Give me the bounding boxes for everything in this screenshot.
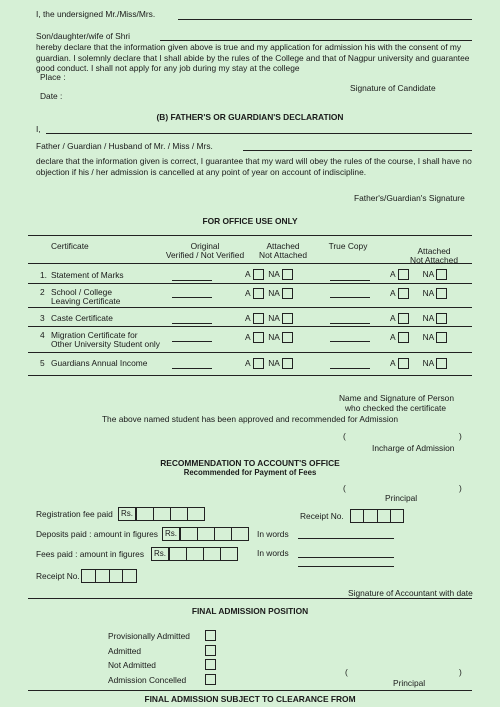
col-attached-1: Attached bbox=[266, 241, 300, 251]
receipt-no-field-2[interactable] bbox=[81, 569, 137, 583]
true-copy-not-attached-checkbox[interactable] bbox=[436, 269, 447, 280]
not-admitted-checkbox[interactable] bbox=[205, 659, 216, 670]
row-rule bbox=[28, 283, 472, 284]
true-copy-attached-checkbox[interactable] bbox=[398, 313, 409, 324]
accounts-subheading: Recommended for Payment of Fees bbox=[183, 468, 317, 477]
checker-label-1: Name and Signature of Person bbox=[339, 393, 454, 403]
table-top-rule bbox=[28, 235, 472, 236]
guardian-signature-label: Father's/Guardian's Signature bbox=[354, 193, 465, 203]
not-attached-checkbox[interactable] bbox=[282, 288, 293, 299]
option-admission-concelled: Admission Concelled bbox=[108, 675, 187, 685]
not-attached-checkbox[interactable] bbox=[282, 269, 293, 280]
col-not-attached-2: Not Attached bbox=[410, 255, 458, 265]
deposits-amount-field[interactable]: Rs. bbox=[162, 527, 249, 541]
true-copy-attached-checkbox[interactable] bbox=[398, 332, 409, 343]
true-copy-not-attached-checkbox[interactable] bbox=[436, 288, 447, 299]
footer-heading: FINAL ADMISSION SUBJECT TO CLEARANCE FROM bbox=[144, 694, 356, 704]
true-copy-line[interactable] bbox=[330, 280, 370, 281]
deposits-in-words-label: In words bbox=[257, 529, 289, 539]
true-copy-line[interactable] bbox=[330, 323, 370, 324]
true-copy-line[interactable] bbox=[330, 368, 370, 369]
true-copy-not-attached-checkbox[interactable] bbox=[436, 313, 447, 324]
receipt-no-label: Receipt No. bbox=[300, 511, 344, 521]
guardian-heading: (B) FATHER'S OR GUARDIAN'S DECLARATION bbox=[156, 112, 344, 122]
final-heading: FINAL ADMISSION POSITION bbox=[191, 606, 309, 616]
final-open-paren: ( bbox=[345, 667, 348, 677]
original-verified-line[interactable] bbox=[172, 297, 212, 298]
candidate-signature-label: Signature of Candidate bbox=[350, 83, 436, 93]
true-copy-attached-checkbox[interactable] bbox=[398, 288, 409, 299]
undersigned-label: I, the undersigned Mr./Miss/Mrs. bbox=[36, 9, 156, 19]
registration-fee-field[interactable]: Rs. bbox=[118, 507, 205, 521]
receipt-no-label-2: Receipt No. bbox=[36, 571, 80, 581]
final-principal-label: Principal bbox=[393, 678, 426, 688]
original-verified-line[interactable] bbox=[172, 341, 212, 342]
principal-open-paren: ( bbox=[343, 483, 346, 493]
guardian-ward-line[interactable] bbox=[243, 150, 472, 151]
row-rule bbox=[28, 326, 472, 327]
true-copy-line[interactable] bbox=[330, 341, 370, 342]
date-label: Date : bbox=[40, 91, 63, 101]
true-copy-attached-checkbox[interactable] bbox=[398, 269, 409, 280]
deposits-in-words-line[interactable] bbox=[298, 538, 394, 539]
row-rule bbox=[28, 352, 472, 353]
guardian-declaration-text: declare that the information given is correct, I guarantee that my ward will obey the rules of the course, I shall have no objection if his / her admission is cancelled at any point of year on account of indiscipline. bbox=[36, 156, 472, 177]
col-original: Original bbox=[190, 241, 220, 251]
candidate-declaration-text: hereby declare that the information given above is true and my application for admission his with the consent of my guardian. I solemnly declare that I shall abide by the rules of the College and that of Nagpur university and guarantee good conduct. I shall not apply for any job during my stay at the college bbox=[36, 42, 470, 73]
fees-label: Fees paid : amount in figures bbox=[36, 549, 145, 559]
col-certificate: Certificate bbox=[51, 241, 89, 251]
incharge-open-paren: ( bbox=[343, 431, 346, 441]
relation-name-line[interactable] bbox=[160, 40, 472, 41]
attached-checkbox[interactable] bbox=[253, 269, 264, 280]
principal-close-paren: ) bbox=[459, 483, 462, 493]
accounts-heading: RECOMMENDATION TO ACCOUNT'S OFFICE bbox=[160, 458, 340, 468]
accountant-signature-label: Signature of Accountant with date bbox=[348, 588, 473, 598]
col-true-copy: True Copy bbox=[328, 241, 368, 251]
deposits-label: Deposits paid : amount in figures bbox=[36, 529, 158, 539]
true-copy-not-attached-checkbox[interactable] bbox=[436, 358, 447, 369]
not-attached-checkbox[interactable] bbox=[282, 313, 293, 324]
accounts-bottom-rule bbox=[28, 598, 472, 599]
col-not-attached-1: Not Attached bbox=[259, 250, 307, 260]
fees-in-words-line[interactable] bbox=[298, 557, 394, 558]
attached-checkbox[interactable] bbox=[253, 288, 264, 299]
fees-in-words-line-2[interactable] bbox=[298, 566, 394, 567]
option-provisionally-admitted: Provisionally Admitted bbox=[108, 631, 190, 641]
guardian-relation-label: Father / Guardian / Husband of Mr. / Miss / Mrs. bbox=[36, 141, 213, 151]
true-copy-not-attached-checkbox[interactable] bbox=[436, 332, 447, 343]
table-header-rule bbox=[28, 263, 472, 264]
option-admitted: Admitted bbox=[108, 646, 142, 656]
table-bottom-rule bbox=[28, 375, 472, 376]
original-verified-line[interactable] bbox=[172, 280, 212, 281]
attached-checkbox[interactable] bbox=[253, 358, 264, 369]
incharge-label: Incharge of Admission bbox=[372, 443, 455, 453]
original-verified-line[interactable] bbox=[172, 368, 212, 369]
relation-label: Son/daughter/wife of Shri bbox=[36, 31, 131, 41]
col-verified: Verified / Not Verified bbox=[165, 250, 245, 260]
principal-label: Principal bbox=[385, 493, 418, 503]
checker-label-2: who checked the certificate bbox=[345, 403, 447, 413]
registration-fee-label: Registration fee paid bbox=[36, 509, 113, 519]
row-rule bbox=[28, 307, 472, 308]
guardian-i-label: I, bbox=[36, 124, 41, 134]
fees-in-words-label: In words bbox=[257, 548, 289, 558]
admission-concelled-checkbox[interactable] bbox=[205, 674, 216, 685]
final-close-paren: ) bbox=[459, 667, 462, 677]
not-attached-checkbox[interactable] bbox=[282, 358, 293, 369]
not-attached-checkbox[interactable] bbox=[282, 332, 293, 343]
fees-amount-field[interactable]: Rs. bbox=[151, 547, 238, 561]
option-not-admitted: Not Admitted bbox=[108, 660, 156, 670]
attached-checkbox[interactable] bbox=[253, 332, 264, 343]
footer-rule bbox=[28, 690, 472, 691]
approved-text: The above named student has been approved and recommended for Admission bbox=[101, 414, 399, 424]
incharge-close-paren: ) bbox=[459, 431, 462, 441]
receipt-no-field[interactable] bbox=[350, 509, 404, 523]
office-use-heading: FOR OFFICE USE ONLY bbox=[202, 216, 298, 226]
attached-checkbox[interactable] bbox=[253, 313, 264, 324]
guardian-name-line[interactable] bbox=[46, 133, 472, 134]
admitted-checkbox[interactable] bbox=[205, 645, 216, 656]
place-label: Place : bbox=[40, 72, 66, 82]
true-copy-attached-checkbox[interactable] bbox=[398, 358, 409, 369]
col-attached-2: Attached bbox=[417, 246, 451, 256]
true-copy-line[interactable] bbox=[330, 297, 370, 298]
provisionally-admitted-checkbox[interactable] bbox=[205, 630, 216, 641]
original-verified-line[interactable] bbox=[172, 323, 212, 324]
candidate-name-line[interactable] bbox=[178, 19, 472, 20]
